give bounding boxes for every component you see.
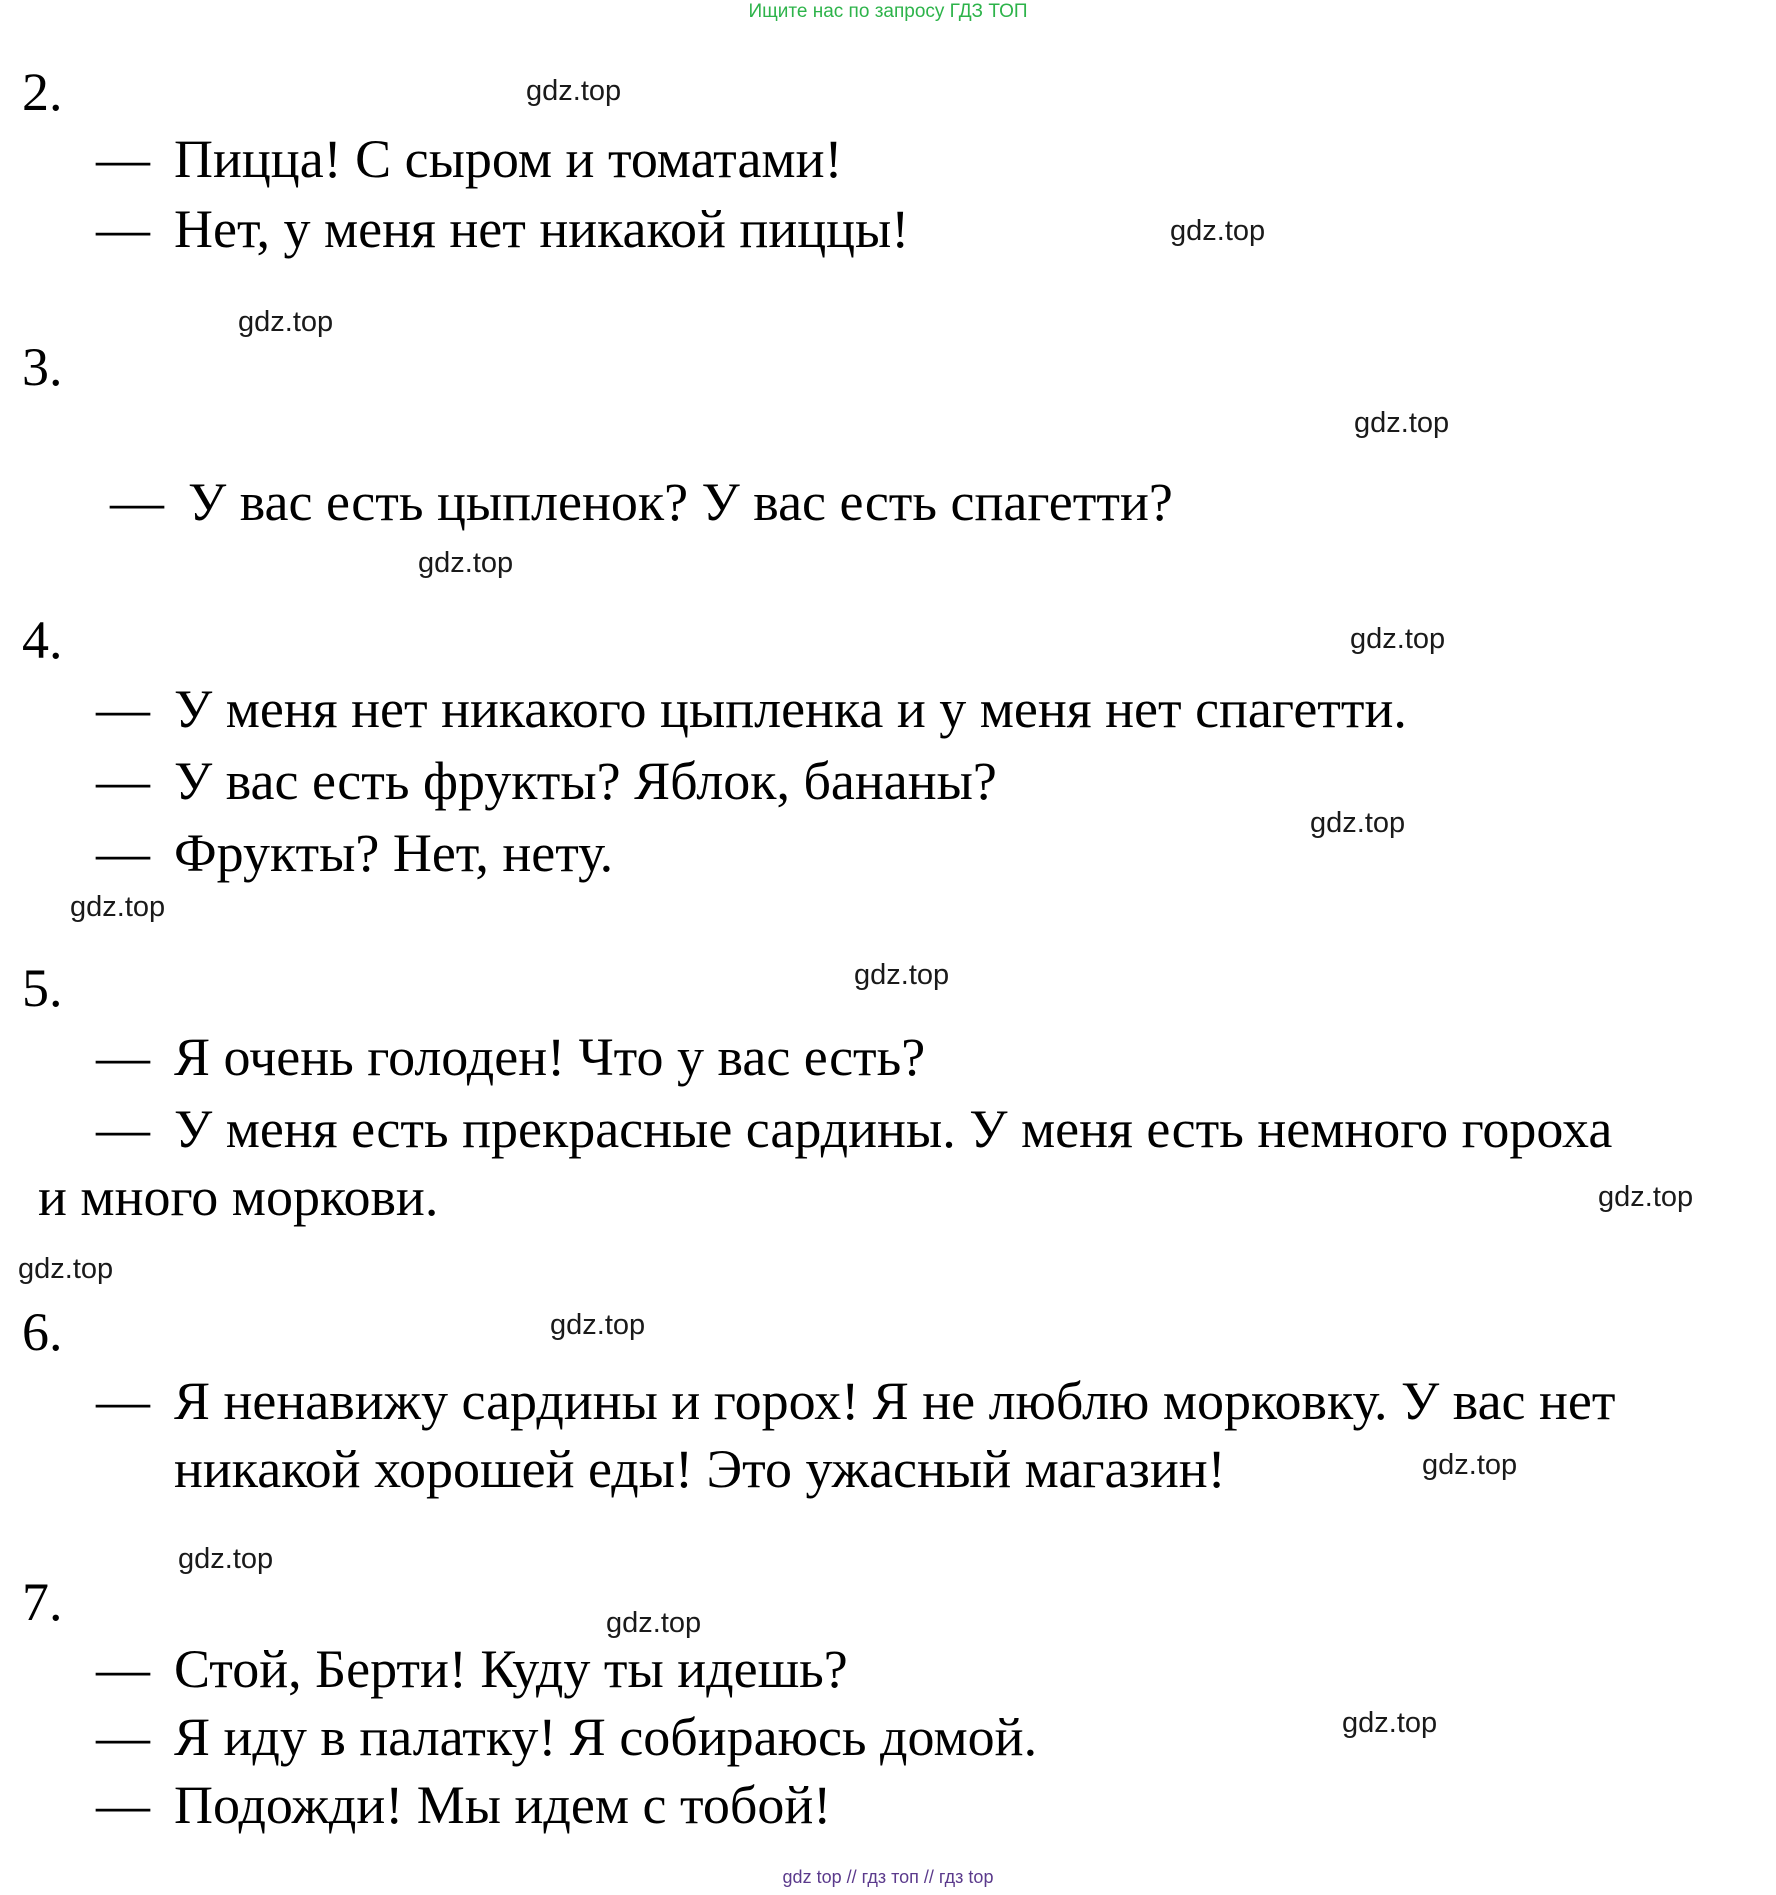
dialogue-text: У вас есть цыпленок? У вас есть спагетти? [188,472,1173,532]
watermark: gdz.top [854,959,950,991]
watermark: gdz.top [606,1607,702,1639]
watermark: gdz.top [1422,1449,1518,1481]
dialogue-dash: — [96,1099,150,1159]
dialogue-line [96,749,997,813]
dialogue-text: Нет, у меня нет никакой пиццы! [174,199,910,259]
dialogue-dash: — [96,1027,150,1087]
dialogue-text: У вас есть фрукты? Яблок, бананы? [174,751,997,811]
dialogue-dash: — [96,823,150,883]
dialogue-text: Подожди! Мы идем с тобой! [174,1775,832,1835]
section-number: 5. [22,958,63,1018]
section-number: 3. [22,337,63,397]
footer-watermark: gdz top // гдз топ // гдз top [782,1867,994,1887]
dialogue-line [96,1369,1615,1433]
dialogue-line [96,1773,831,1837]
watermark: gdz.top [178,1543,274,1575]
dialogue-line [96,197,909,261]
dialogue-line [96,127,842,191]
watermark: gdz.top [18,1253,114,1285]
watermark: gdz.top [526,75,622,107]
dialogue-dash: — [96,1639,150,1699]
watermark: gdz.top [238,306,334,338]
dialogue-text: никакой хорошей еды! Это ужасный магазин! [174,1439,1226,1499]
watermark: gdz.top [1170,215,1266,247]
dialogue-line [110,470,1173,534]
section-number: 4. [22,610,63,670]
dialogue-line [96,1637,848,1701]
section-number: 2. [22,62,63,122]
dialogue-line [38,1165,438,1229]
dialogue-dash: — [96,1775,150,1835]
dialogue-dash: — [96,199,150,259]
dialogue-dash: — [96,751,150,811]
dialogue-line [174,1437,1226,1501]
watermark: gdz.top [418,547,514,579]
watermark: gdz.top [70,891,166,923]
watermark: gdz.top [1350,623,1446,655]
watermark: gdz.top [1598,1181,1694,1213]
dialogue-line [96,677,1407,741]
dialogue-line [96,1025,925,1089]
dialogue-text: и много моркови. [38,1167,439,1227]
watermark: gdz.top [1310,807,1406,839]
top-banner: Ищите нас по запросу ГДЗ ТОП [748,1,1028,22]
watermark: gdz.top [550,1309,646,1341]
dialogue-text: Я ненавижу сардины и горох! Я не люблю морковку. У вас нет [174,1371,1616,1431]
dialogue-text: У меня есть прекрасные сардины. У меня есть немного гороха [174,1099,1613,1159]
section-number: 6. [22,1302,63,1362]
dialogue-dash: — [96,1707,150,1767]
watermark: gdz.top [1342,1707,1438,1739]
dialogue-text: Пицца! С сыром и томатами! [174,129,843,189]
dialogue-text: Фрукты? Нет, нету. [174,823,614,883]
dialogue-line [96,1097,1612,1161]
section-number: 7. [22,1572,63,1632]
dialogue-dash: — [96,129,150,189]
dialogue-dash: — [96,679,150,739]
dialogue-line [96,1705,1037,1769]
dialogue-dash: — [110,472,164,532]
dialogue-text: Я очень голоден! Что у вас есть? [174,1027,926,1087]
dialogue-line [96,821,613,885]
dialogue-text: Стой, Берти! Куду ты идешь? [174,1639,848,1699]
watermark: gdz.top [1354,407,1450,439]
dialogue-text: У меня нет никакого цыпленка и у меня нет спагетти. [174,679,1407,739]
dialogue-text: Я иду в палатку! Я собираюсь домой. [174,1707,1038,1767]
dialogue-dash: — [96,1371,150,1431]
